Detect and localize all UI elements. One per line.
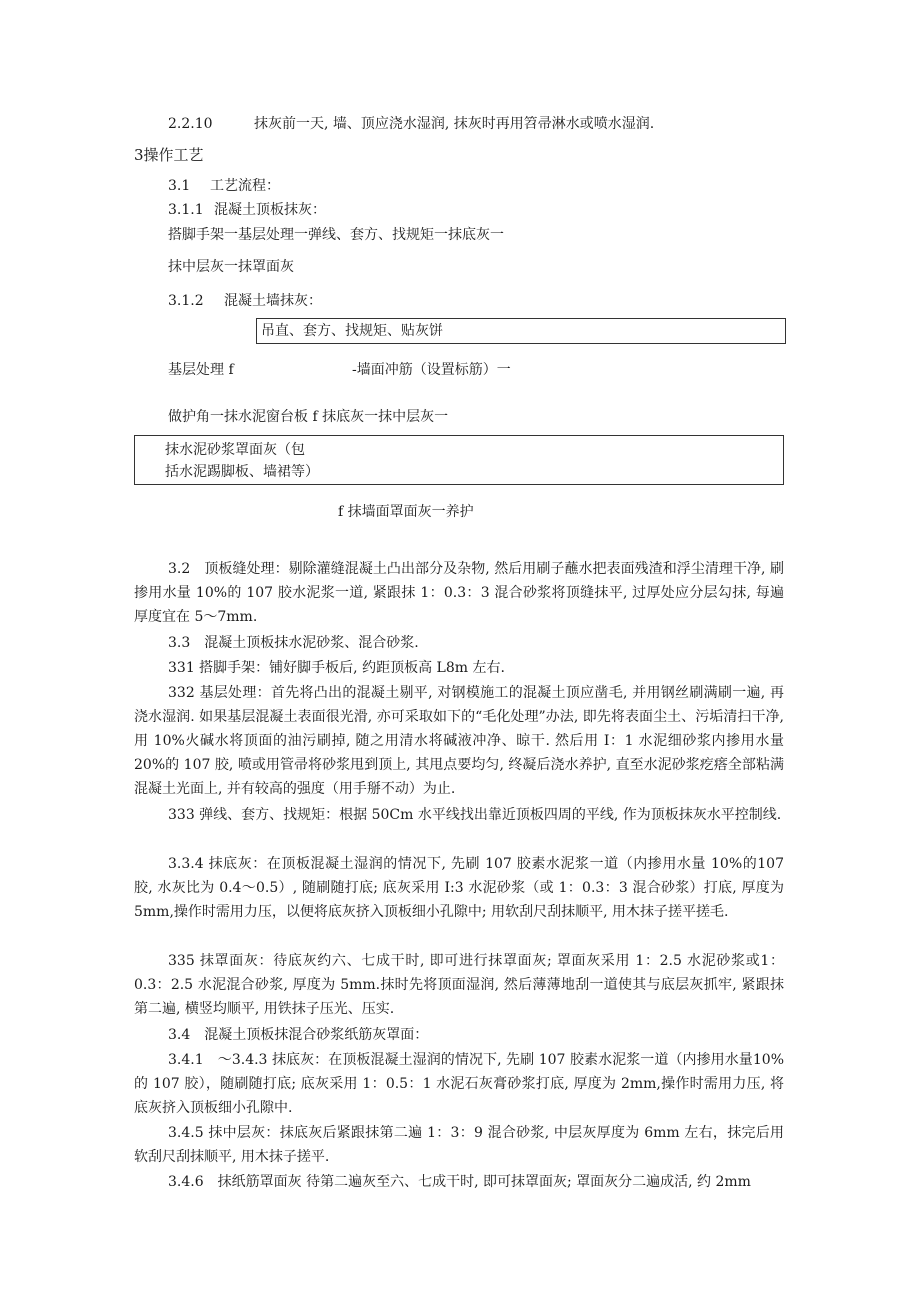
para-rest: 遍, 再浇水湿润. 如果基层混凝土表面很光滑, 亦可采取如下的“毛化处理”办法, 即先将表面尘土、污垢清扫干净, 用 10%火碱水将顶面的油污刷掉, 随之用清水将碱液冲净、晾干. 然后用 I：1 水泥细砂浆内掺用水量 20%的 107 胶, 喷或用管帚将砂浆甩到顶上, 其甩点要均匀, 终凝后浇水养护, 直至水泥砂浆疙瘩全部粘满混凝土光面上, 并有较高的强度（用手掰不动）为止. bbox=[134, 685, 784, 797]
clause-text: 混凝土顶板抹灰： bbox=[214, 202, 326, 218]
clause-3-1 bbox=[168, 176, 280, 196]
para-lead: 3.2 顶板缝处理：剔除灌缝混凝土凸出部分及杂物, 然后用刷子蘸水把表面残渣和浮尘清 bbox=[168, 561, 719, 577]
clause-2-2-10 bbox=[168, 114, 654, 134]
para-lead: 3.4.1 ～3.4.3 抹底灰：在顶板混凝土湿润的情况下, 先刷 107 胶素水泥浆一道（内掺用水量 bbox=[168, 1052, 753, 1068]
para-lead: 335 抹罩面灰：待底灰约六、七成干时, 即可进行抹罩面灰; 罩面灰采用 1：2.5 水泥砂浆或 bbox=[168, 953, 761, 969]
flow-box-cement-finish bbox=[134, 435, 784, 485]
para-3-4-1 bbox=[134, 1048, 784, 1120]
para-3-3-3 bbox=[134, 803, 784, 827]
clause-3-1-2 bbox=[168, 291, 322, 311]
flow-box-text-1: 抹水泥砂浆罩面灰（包 bbox=[165, 442, 305, 458]
para-rest: 后用软刮尺刮抹顺平, 用木抹子搓平. bbox=[134, 1125, 785, 1165]
para-lead: 3.3.4 抹底灰：在顶板混凝土湿润的情况下, 先刷 107 胶素水泥浆一道（内掺用水量 10%的 bbox=[168, 856, 758, 872]
flow-wall-base: 基层处理 f bbox=[168, 362, 234, 378]
para-rest: 控制线. bbox=[734, 807, 782, 823]
clause-text: 工艺流程： bbox=[210, 178, 280, 194]
para-3-4-5 bbox=[134, 1121, 784, 1169]
para-3-3-1 bbox=[134, 656, 784, 680]
para-lead: 333 弹线、套方、找规矩：根据 50Cm 水平线找出靠近顶板四周的平线, 作为顶板抹灰水平 bbox=[168, 807, 735, 823]
para-lead: 3.4.6 抹纸筋罩面灰 待第二遍灰至六、七成干时, 即可抹罩面灰; 罩面灰分二遍成活, 约 2mm bbox=[168, 1174, 751, 1190]
flow-box-plumb bbox=[256, 318, 786, 344]
para-3-3-2 bbox=[134, 681, 784, 801]
clause-number: 3.1.1 bbox=[168, 202, 204, 218]
flow-wall-line-3: 做护角一抹水泥窗台板 f 抹底灰一抹中层灰一 bbox=[168, 409, 449, 425]
flow-box-text-2: 括水泥踢脚板、墙裙等） bbox=[165, 464, 319, 480]
flow-ceiling-line-1: 搭脚手架一基层处理一弹线、套方、找规矩一抹底灰一 bbox=[168, 227, 504, 243]
section-heading-3: 3操作工艺 bbox=[134, 146, 204, 164]
clause-number: 3.1.2 bbox=[168, 293, 204, 309]
para-lead: 332 基层处理：首先将凸出的混凝土剔平, 对钢模施工的混凝土顶应凿毛, 并用钢丝刷满刷一 bbox=[168, 685, 747, 701]
clause-3-1-1 bbox=[168, 200, 326, 220]
para-3-2 bbox=[134, 557, 784, 629]
flow-wall-final: f 抹墙面罩面灰一养护 bbox=[338, 504, 474, 520]
para-3-4 bbox=[134, 1023, 784, 1047]
para-lead: 3.3 混凝土顶板抹水泥砂浆、混合砂浆. bbox=[168, 635, 419, 651]
para-rest: 理干净, 刷掺用水量 10%的 107 胶水泥浆一道, 紧跟抹 1：0.3：3 混合砂浆将顶缝抹平, 过厚处应分层勾抹, 每遍厚度宜在 5～7mm. bbox=[134, 561, 784, 625]
para-lead: 331 搭脚手架：铺好脚手板后, 约距顶板高 L8m 左右. bbox=[168, 660, 505, 676]
clause-number: 3.1 bbox=[168, 178, 191, 194]
para-rest: 10%的 107 胶），随刷随打底; 底灰采用 1：0.5：1 水泥石灰膏砂浆打底, 厚度为 2mm,操作时需用力压, 将底灰挤入顶板细小孔隙中. bbox=[134, 1052, 784, 1116]
clause-text: 混凝土墙抹灰： bbox=[224, 293, 322, 309]
para-3-4-6 bbox=[134, 1170, 784, 1194]
para-3-3-5 bbox=[134, 949, 784, 1021]
flow-ceiling-line-2: 抹中层灰一抹罩面灰 bbox=[168, 259, 294, 275]
para-3-3-4 bbox=[134, 852, 784, 924]
flow-wall-screed: -墙面冲筋（设置标筋）一 bbox=[352, 362, 511, 378]
para-rest: 107 胶, 水灰比为 0.4～0.5）, 随刷随打底; 底灰采用 I:3 水泥砂浆（或 1：0.3：3 混合砂浆）打底, 厚度为 5mm,操作时需用力压，以便将底灰挤入顶板细小孔隙中; 用软刮尺刮抹顺平, 用木抹子搓平搓毛. bbox=[134, 856, 784, 920]
para-lead: 3.4 混凝土顶板抹混合砂浆纸筋灰罩面： bbox=[168, 1027, 429, 1043]
clause-text: 抹灰前一天, 墙、顶应浇水湿润, 抹灰时再用笤帚淋水或喷水湿润. bbox=[254, 116, 655, 132]
para-3-3 bbox=[134, 631, 784, 655]
flow-box-text: 吊直、套方、找规矩、贴灰饼 bbox=[261, 323, 443, 339]
para-lead: 3.4.5 抹中层灰：抹底灰后紧跟抹第二遍 1：3：9 混合砂浆, 中层灰厚度为 6mm 左右，抹完 bbox=[168, 1125, 756, 1141]
clause-number: 2.2.10 bbox=[168, 116, 213, 132]
para-rest: 1：0.3：2.5 水泥混合砂浆, 厚度为 5mm.抹时先将顶面湿润, 然后薄薄地刮一道使其与底层灰抓牢, 紧跟抹第二遍, 横竖均顺平, 用铁抹子压光、压实. bbox=[134, 953, 784, 1017]
